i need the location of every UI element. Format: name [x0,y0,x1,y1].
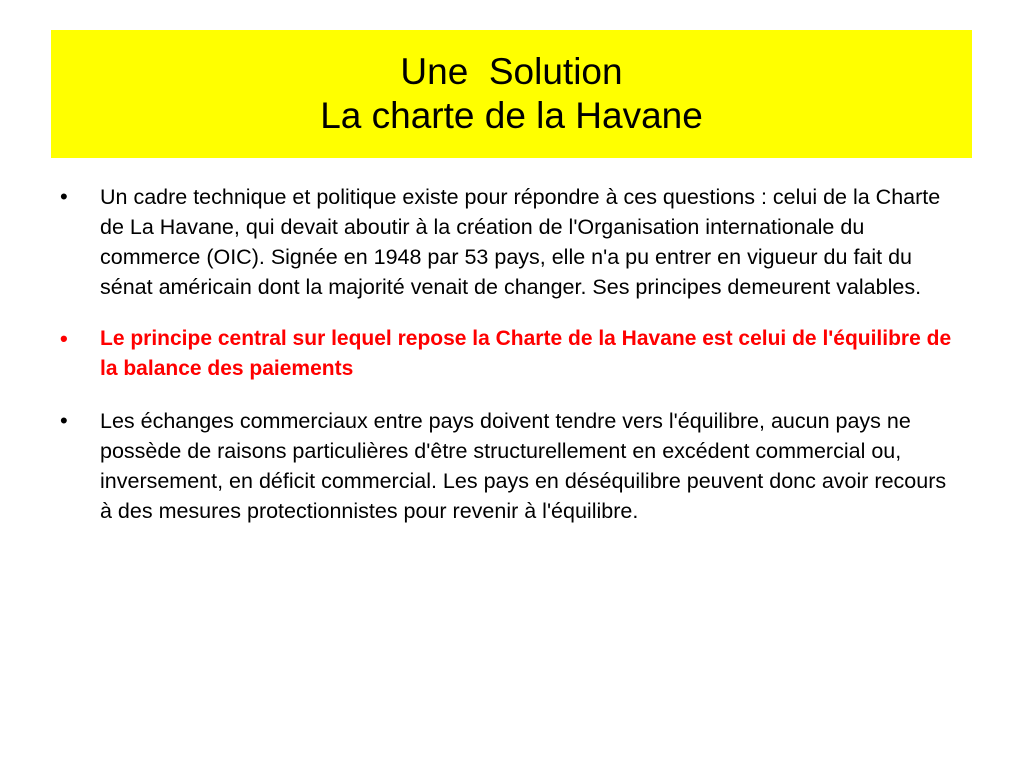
bullet-text-2: Le principe central sur lequel repose la Charte de la Havane est celui de l'équilibre de la balance des paiements [100,327,952,380]
slide-title-line-1: Une Solution [400,51,623,92]
bullet-text-3: Les échanges commerciaux entre pays doivent tendre vers l'équilibre, aucun pays ne possède de raisons particulières d'être structurellement en excédent commercial ou, inversement, en déficit commercial. Les pays en déséquilibre peuvent donc avoir recours à des mesures protectionnistes pour revenir à l'équilibre. [100,409,947,523]
slide-title-line-2: La charte de la Havane [320,95,703,136]
bullet-dot-icon: • [60,184,68,209]
bullet-item-1 [60,182,960,302]
bullet-dot-icon: • [60,326,68,351]
bullet-text-1: Un cadre technique et politique existe pour répondre à ces questions : celui de la Charte de La Havane, qui devait aboutir à la création de l'Organisation internationale du commerce (OIC). Signée en 1948 par 53 pays, elle n'a pu entrer en vigueur du fait du sénat américain dont la majorité venait de changer. Ses principes demeurent valables. [100,185,941,299]
bullet-item-2 [60,324,960,384]
bullet-item-3 [60,406,960,526]
title-banner [51,30,972,158]
bullet-dot-icon: • [60,408,68,433]
bullet-list [60,182,960,548]
